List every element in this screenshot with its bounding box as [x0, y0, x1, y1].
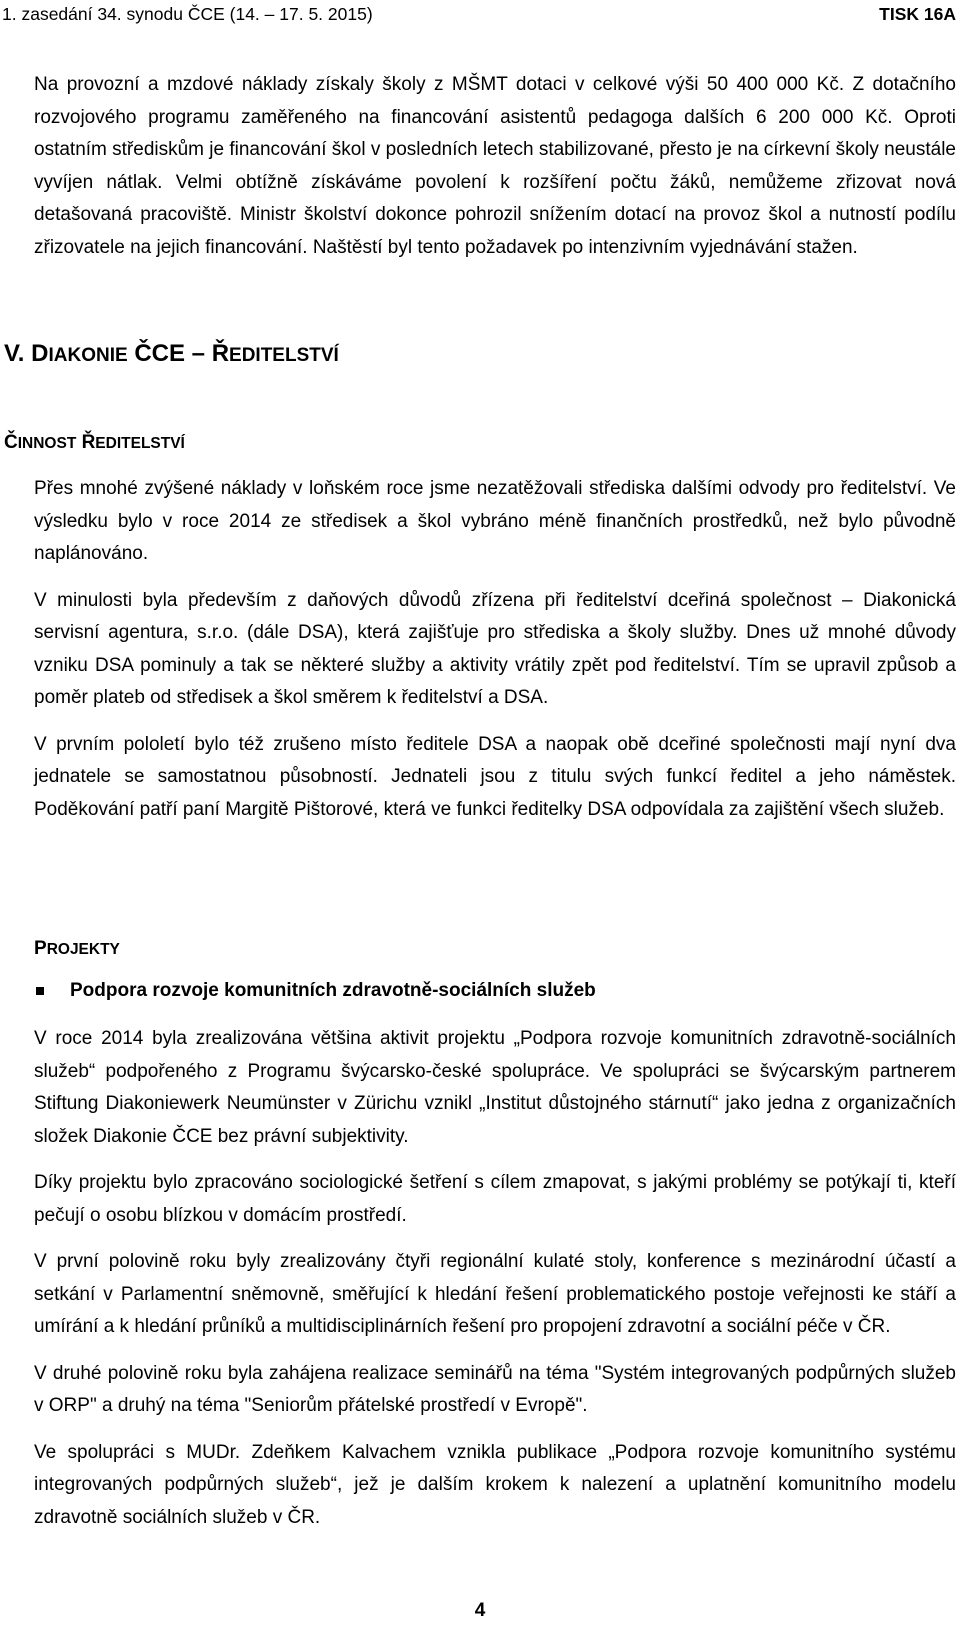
- projekty-heading-first: P: [34, 938, 47, 959]
- header-session-title: 1. zasedání 34. synodu ČCE (14. – 17. 5. 2015): [2, 4, 373, 24]
- bullet-title: Podpora rozvoje komunitních zdravotně-sociálních služeb: [70, 980, 596, 1001]
- reditelstvi-paragraph: Přes mnohé zvýšené náklady v loňském roce jsme nezatěžovali střediska dalšími odvody pro ředitelství. Ve výsledku bylo v roce 2014 ze středisek a škol vybráno méně finančních prostředků, než bylo původně naplánováno.: [34, 478, 956, 564]
- subheading-first2: Ř: [76, 432, 96, 453]
- projekty-section: [0, 1023, 960, 1534]
- projekty-paragraph: V roce 2014 byla zrealizována většina aktivit projektu „Podpora rozvoje komunitních zdravotně-sociálních služeb“ podpořeného z Programu švýcarsko-české spolupráce. Ve spolupráci se švýcarským partnerem Stiftung Diakoniewerk Neumünster v Zürichu vznikl „Institut důstojného stárnutí“ jako jedna z organizačních složek Diakonie ČCE bez právní subjektivity.: [34, 1028, 956, 1147]
- projekty-paragraph: V první polovině roku byly zrealizovány čtyři regionální kulaté stoly, konference s mezinárodní účastí a setkání v Parlamentní sněmovně, směřující k hledání řešení problematického postoje veřejnosti ke stáří a umírání a k hledání průníků a multidisciplinárních řešení pro propojení zdravotní a sociální péče v ČR.: [34, 1251, 956, 1337]
- page-header: [2, 4, 956, 28]
- reditelstvi-paragraph: V prvním pololetí bylo též zrušeno místo ředitele DSA a naopak obě dceřiné společnosti mají nyní dva jednatele se samostatnou působností. Jednateli jsou z titulu svých funkcí ředitel a jeho náměstek. Poděkování patří paní Margitě Pištorové, která ve funkci ředitelky DSA odpovídala za zajištění všech služeb.: [34, 733, 956, 820]
- page-number: 4: [474, 1600, 486, 1621]
- projekty-paragraph: Díky projektu bylo zpracováno sociologické šetření s cílem zmapovat, s jakými problémy se potýkají ti, kteří pečují o osobu blízkou v domácím prostředí.: [34, 1172, 956, 1226]
- subheading-first: Č: [4, 432, 18, 453]
- subheading-rest: INNOST: [17, 435, 77, 452]
- section-heading-mid: ČCE – Ř: [127, 340, 230, 367]
- intro-paragraph: Na provozní a mzdové náklady získaly školy z MŠMT dotaci v celkové výši 50 400 000 Kč. Z dotačního rozvojového programu zaměřeného na financování asistentů pedagoga dalších 6 200 000 Kč. Oproti ostatním střediskům je financování škol v posledních letech stabilizované, přesto je na církevní školy neustále vyvíjen nátlak. Velmi obtížně získáváme povolení k rozšíření počtu žáků, nemůžeme zřizovat nová detašovaná pracoviště. Ministr školství dokonce pohrozil snížením dotací na provoz škol a nutností podílu zřizovatele na jejich financování. Naštěstí byl tento požadavek po intenzivním vyjednávání stažen.: [34, 74, 956, 258]
- header-print-number: TISK 16A: [879, 4, 956, 24]
- section-heading-prefix: V. D: [4, 340, 49, 367]
- square-bullet-icon: [36, 987, 44, 995]
- section-heading-part1: IAKONIE: [48, 345, 128, 366]
- subheading-rest2: EDITELSTVÍ: [95, 435, 185, 452]
- section-heading: [4, 340, 339, 368]
- bullet-item: [34, 980, 596, 1002]
- projekty-paragraph: V druhé polovině roku byla zahájena realizace seminářů na téma "Systém integrovaných podpůrných služeb v ORP" a druhý na téma "Seniorům přátelské prostředí v Evropě".: [34, 1362, 956, 1416]
- projekty-heading-rest: ROJEKTY: [46, 941, 120, 958]
- intro-section: [0, 69, 960, 264]
- projekty-heading: [34, 938, 120, 960]
- reditelstvi-section: [0, 473, 960, 826]
- section-heading-part2: EDITELSTVÍ: [229, 345, 339, 366]
- subheading-cinnost: [4, 432, 185, 454]
- projekty-paragraph: Ve spolupráci s MUDr. Zdeňkem Kalvachem vznikla publikace „Podpora rozvoje komunitního systému integrovaných podpůrných služeb“, jež je dalším krokem k nalezení a uplatnění komunitního modelu zdravotně sociálních služeb v ČR.: [34, 1441, 956, 1528]
- reditelstvi-paragraph: V minulosti byla především z daňových důvodů zřízena při ředitelství dceřiná společnost – Diakonická servisní agentura, s.r.o. (dále DSA), která zajišťuje pro střediska a školy služby. Dnes už mnohé důvody vzniku DSA pominuly a tak se některé služby a aktivity vrátily zpět pod ředitelství. Tím se upravil způsob a poměr plateb od středisek a škol směrem k ředitelství a DSA.: [34, 589, 956, 708]
